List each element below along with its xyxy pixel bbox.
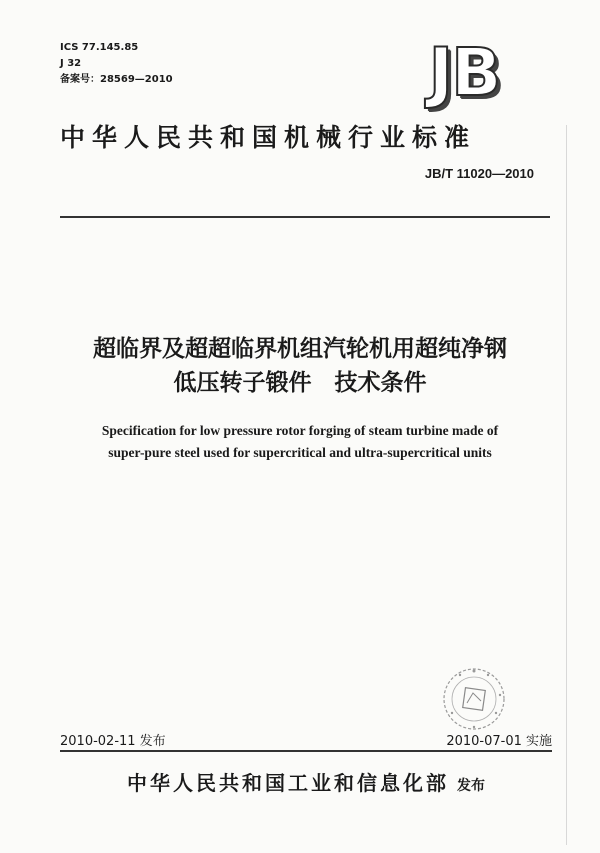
- english-title-line-2: super-pure steel used for supercritical and ultra-supercritical units: [108, 445, 492, 460]
- english-title-line-1: Specification for low pressure rotor forging of steam turbine made of: [101, 423, 499, 438]
- issuing-authority: [60, 767, 552, 796]
- standard-number: JB/T 11020—2010: [424, 166, 534, 181]
- ics-code: ICS 77.145.85: [60, 42, 139, 53]
- footer-divider: [60, 750, 552, 752]
- issue-date: 2010-02-11 发布: [60, 734, 166, 749]
- chinese-title: [40, 332, 560, 400]
- implementation-date: 2010-07-01 实施: [446, 734, 552, 749]
- date-row: [60, 730, 552, 748]
- official-seal-stamp: [440, 665, 508, 733]
- scan-edge-line: [566, 125, 567, 845]
- jb-logo: JB: [428, 34, 500, 111]
- record-number: 备案号：28569—2010: [60, 74, 173, 85]
- issuer-suffix: 发布: [457, 778, 485, 794]
- issuer-name: 中华人民共和国工业和信息化部: [127, 771, 449, 795]
- chinese-title-line-2: 低压转子锻件 技术条件: [173, 370, 427, 396]
- standard-category-title: 中华人民共和国机械行业标准: [60, 123, 477, 152]
- ccs-code: J 32: [60, 58, 82, 69]
- classification-block: [60, 40, 173, 88]
- header-divider: [60, 216, 550, 218]
- chinese-title-line-1: 超临界及超超临界机组汽轮机用超纯净钢: [93, 336, 507, 362]
- english-title: [40, 420, 560, 464]
